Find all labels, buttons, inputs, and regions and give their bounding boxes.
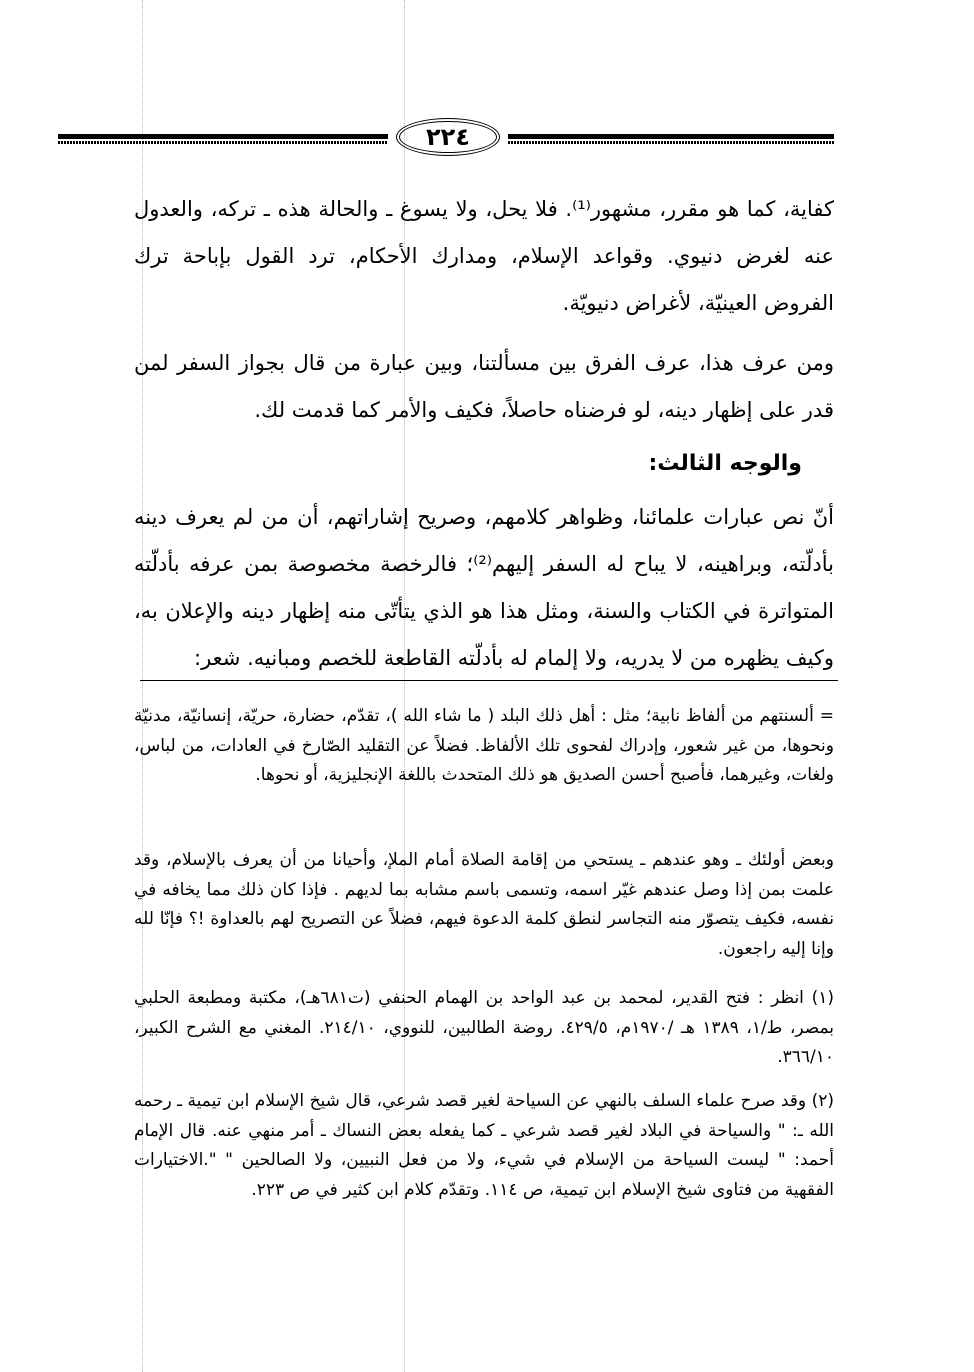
footnote-2-number: (٢) — [811, 1091, 835, 1111]
header-rule-right — [508, 134, 834, 146]
footnote-continuation-2: وبعض أولئك ـ وهو عندهم ـ يستحي من إقامة الصلاة أمام الملإ، وأحيانا من أن يعرف بالإسلام، وقد علمت بمن إذا وصل عندهم غيّر اسمه، وتسمى باسم مشابه بما لديهم . فإذا كان ذلك مما يخافه في نفسه، فكيف يتصوّر منه التجاسر لنطق كلمة الدعوة فيهم، فضلاً عن التصريح لهم بالعداوة !؟ فإنّا لله وإنا إليه راجعون. — [134, 850, 834, 959]
header-rule-left — [58, 134, 388, 146]
footnote-1 — [134, 984, 834, 1073]
footnote-separator — [140, 680, 838, 681]
body-paragraph-3: أنّ نص عبارات علمائنا، وظواهر كلامهم، وصريح إشاراتهم، أن من لم يعرف دينه بأدلّته، وبراهينه، لا يباح له السفر إليهم⁽²⁾؛ فالرخصة مخصوصة بمن عرفه بأدلّته المتواترة في الكتاب والسنة، ومثل هذا هو الذي يتأتّى منه إظهار دينه والإعلان به، وكيف يظهره من لا يدريه، ولا إلمام له بأدلّته القاطعة للخصم ومبانيه. شعر: — [134, 505, 834, 670]
footnote-1-number: (١) — [811, 988, 835, 1008]
body-paragraph-2: ومن عرف هذا، عرف الفرق بين مسألتنا، وبين عبارة من قال بجواز السفر لمن قدر على إظهار دينه، لو فرضناه حاصلاً، فكيف والأمر كما قدمت لك. — [134, 351, 834, 422]
page-number: ٢٢٤ — [396, 118, 500, 156]
footnote-1-text: انظر : فتح القدير، لمحمد بن عبد الواحد بن الهمام الحنفي (ت٦٨١هـ)، مكتبة ومطبعة الحلبي بمصر، ط/١، ١٣٨٩ هـ /١٩٧٠م، ٤٢٩/٥. روضة الطالبين، للنووي، ٢١٤/١٠. المغني مع الشرح الكبير، ٣٦٦/١٠. — [134, 988, 835, 1067]
page-header — [58, 118, 834, 160]
footnote-2-text: وقد صرح علماء السلف بالنهي عن السياحة لغير قصد شرعي، قال شيخ الإسلام ابن تيمية ـ رحمه الله ـ: " والسياحة في البلاد لغير قصد شرعي ـ كما يفعله بعض النساك ـ أمر منهي عنه. قال الإمام أحمد: " ليست السياحة من الإسلام في شيء، ولا من فعل النبيين، ولا الصالحين " ".الاختيارات الفقهية من فتاوى شيخ الإسلام ابن تيمية، ص ١١٤. وتقدّم كلام ابن كثير في ص ٢٢٣. — [134, 1091, 834, 1200]
footnote-continuation-1: = ألسنتهم من ألفاظ نابية؛ مثل : أهل ذلك البلد ( ما شاء الله )، تقدّم، حضارة، حريّة، إنسانيّة، مدنيّة ونحوها، من غير شعور، وإدراك لفحوى تلك الألفاظ. فضلاً عن التقليد الصّارخ في العادات، من لباس، ولغات، وغيرهما، فأصبح أحسن الصديق هو ذلك المتحدث باللغة الإنجليزية، أو نحوها. — [134, 706, 834, 785]
section-heading: والوجه الثالث: — [648, 451, 802, 476]
body-paragraph-1: كفاية، كما هو مقرر، مشهور⁽¹⁾. فلا يحل، ولا يسوغ ـ والحالة هذه ـ تركه، والعدول عنه لغرض دنيوي. وقواعد الإسلام، ومدارك الأحكام، ترد القول بإباحة ترك الفروض العينيّة، لأغراض دنيويّة. — [134, 197, 834, 315]
footnote-2 — [134, 1087, 834, 1205]
